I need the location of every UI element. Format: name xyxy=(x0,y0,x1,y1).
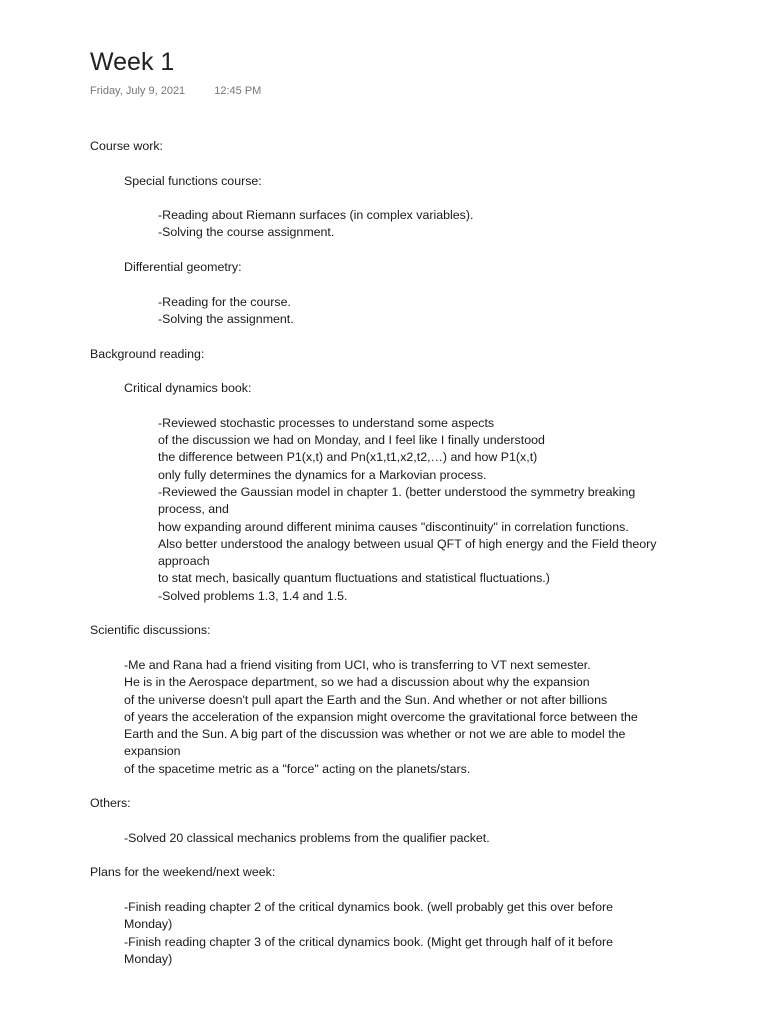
note-line: -Solving the assignment. xyxy=(158,311,294,326)
blank-line xyxy=(90,778,680,795)
blank-line xyxy=(90,847,680,864)
note-line: process, and xyxy=(158,502,229,517)
note-line: Also better understood the analogy between usual QFT of high energy and the Field theory xyxy=(158,536,657,551)
blank-line xyxy=(90,190,680,207)
subsection-line: Critical dynamics book: xyxy=(124,381,252,396)
note-line: only fully determines the dynamics for a Markovian process. xyxy=(158,467,487,482)
subsection-line: Earth and the Sun. A big part of the discussion was whether or not we are able to model the xyxy=(124,727,626,742)
note-line: approach xyxy=(158,554,210,569)
note-line: the difference between P1(x,t) and Pn(x1,t1,x2,t2,…) and how P1(x,t) xyxy=(158,450,538,465)
note-time: 12:45 PM xyxy=(214,85,262,97)
section-heading: Course work: xyxy=(90,139,163,153)
section-heading: Background reading: xyxy=(90,346,205,361)
page-title: Week 1 xyxy=(90,48,175,76)
blank-line xyxy=(90,605,680,622)
subsection-line: of the spacetime metric as a "force" acting on the planets/stars. xyxy=(124,761,471,776)
note-line: -Reading about Riemann surfaces (in complex variables). xyxy=(158,208,474,223)
note-line: -Reviewed the Gaussian model in chapter 1. (better understood the symmetry breaking xyxy=(158,484,636,499)
note-line: -Solved problems 1.3, 1.4 and 1.5. xyxy=(158,588,348,603)
section-heading: Others: xyxy=(90,796,131,811)
blank-line xyxy=(90,640,680,657)
blank-line xyxy=(90,363,680,380)
subsection-line: -Finish reading chapter 2 of the critical dynamics book. (well probably get this over before xyxy=(124,900,613,915)
subsection-line: -Me and Rana had a friend visiting from UCI, who is transferring to VT next semester. xyxy=(124,657,591,672)
note-line: -Reviewed stochastic processes to understand some aspects xyxy=(158,415,495,430)
subsection-line: -Finish reading chapter 3 of the critical dynamics book. (Might get through half of it before xyxy=(124,934,613,949)
blank-line xyxy=(90,882,680,899)
blank-line xyxy=(90,276,680,293)
subsection-line: He is in the Aerospace department, so we had a discussion about why the expansion xyxy=(124,675,590,690)
subsection-line: Special functions course: xyxy=(124,173,262,188)
note-date: Friday, July 9, 2021 xyxy=(90,85,186,97)
blank-line xyxy=(90,242,680,259)
blank-line xyxy=(90,397,680,414)
subsection-line: Monday) xyxy=(124,951,173,966)
blank-line xyxy=(90,813,680,830)
section-heading: Plans for the weekend/next week: xyxy=(90,865,276,880)
note-line: of the discussion we had on Monday, and I feel like I finally understood xyxy=(158,433,545,448)
subsection-line: Monday) xyxy=(124,917,173,932)
subsection-line: of the universe doesn't pull apart the Earth and the Sun. And whether or not after billions xyxy=(124,692,608,707)
note-line: -Reading for the course. xyxy=(158,294,291,309)
subsection-line: -Solved 20 classical mechanics problems from the qualifier packet. xyxy=(124,830,490,845)
section-heading: Scientific discussions: xyxy=(90,623,211,638)
subsection-line: Differential geometry: xyxy=(124,260,242,275)
note-timestamp xyxy=(90,84,680,98)
subsection-line: of years the acceleration of the expansion might overcome the gravitational force between the xyxy=(124,709,638,724)
note-line: how expanding around different minima causes "discontinuity" in correlation functions. xyxy=(158,519,629,534)
blank-line xyxy=(90,328,680,345)
note-line: -Solving the course assignment. xyxy=(158,225,335,240)
note-page xyxy=(90,46,680,968)
note-line: to stat mech, basically quantum fluctuations and statistical fluctuations.) xyxy=(158,571,550,586)
note-body[interactable] xyxy=(90,138,680,968)
subsection-line: expansion xyxy=(124,744,181,759)
blank-line xyxy=(90,155,680,172)
